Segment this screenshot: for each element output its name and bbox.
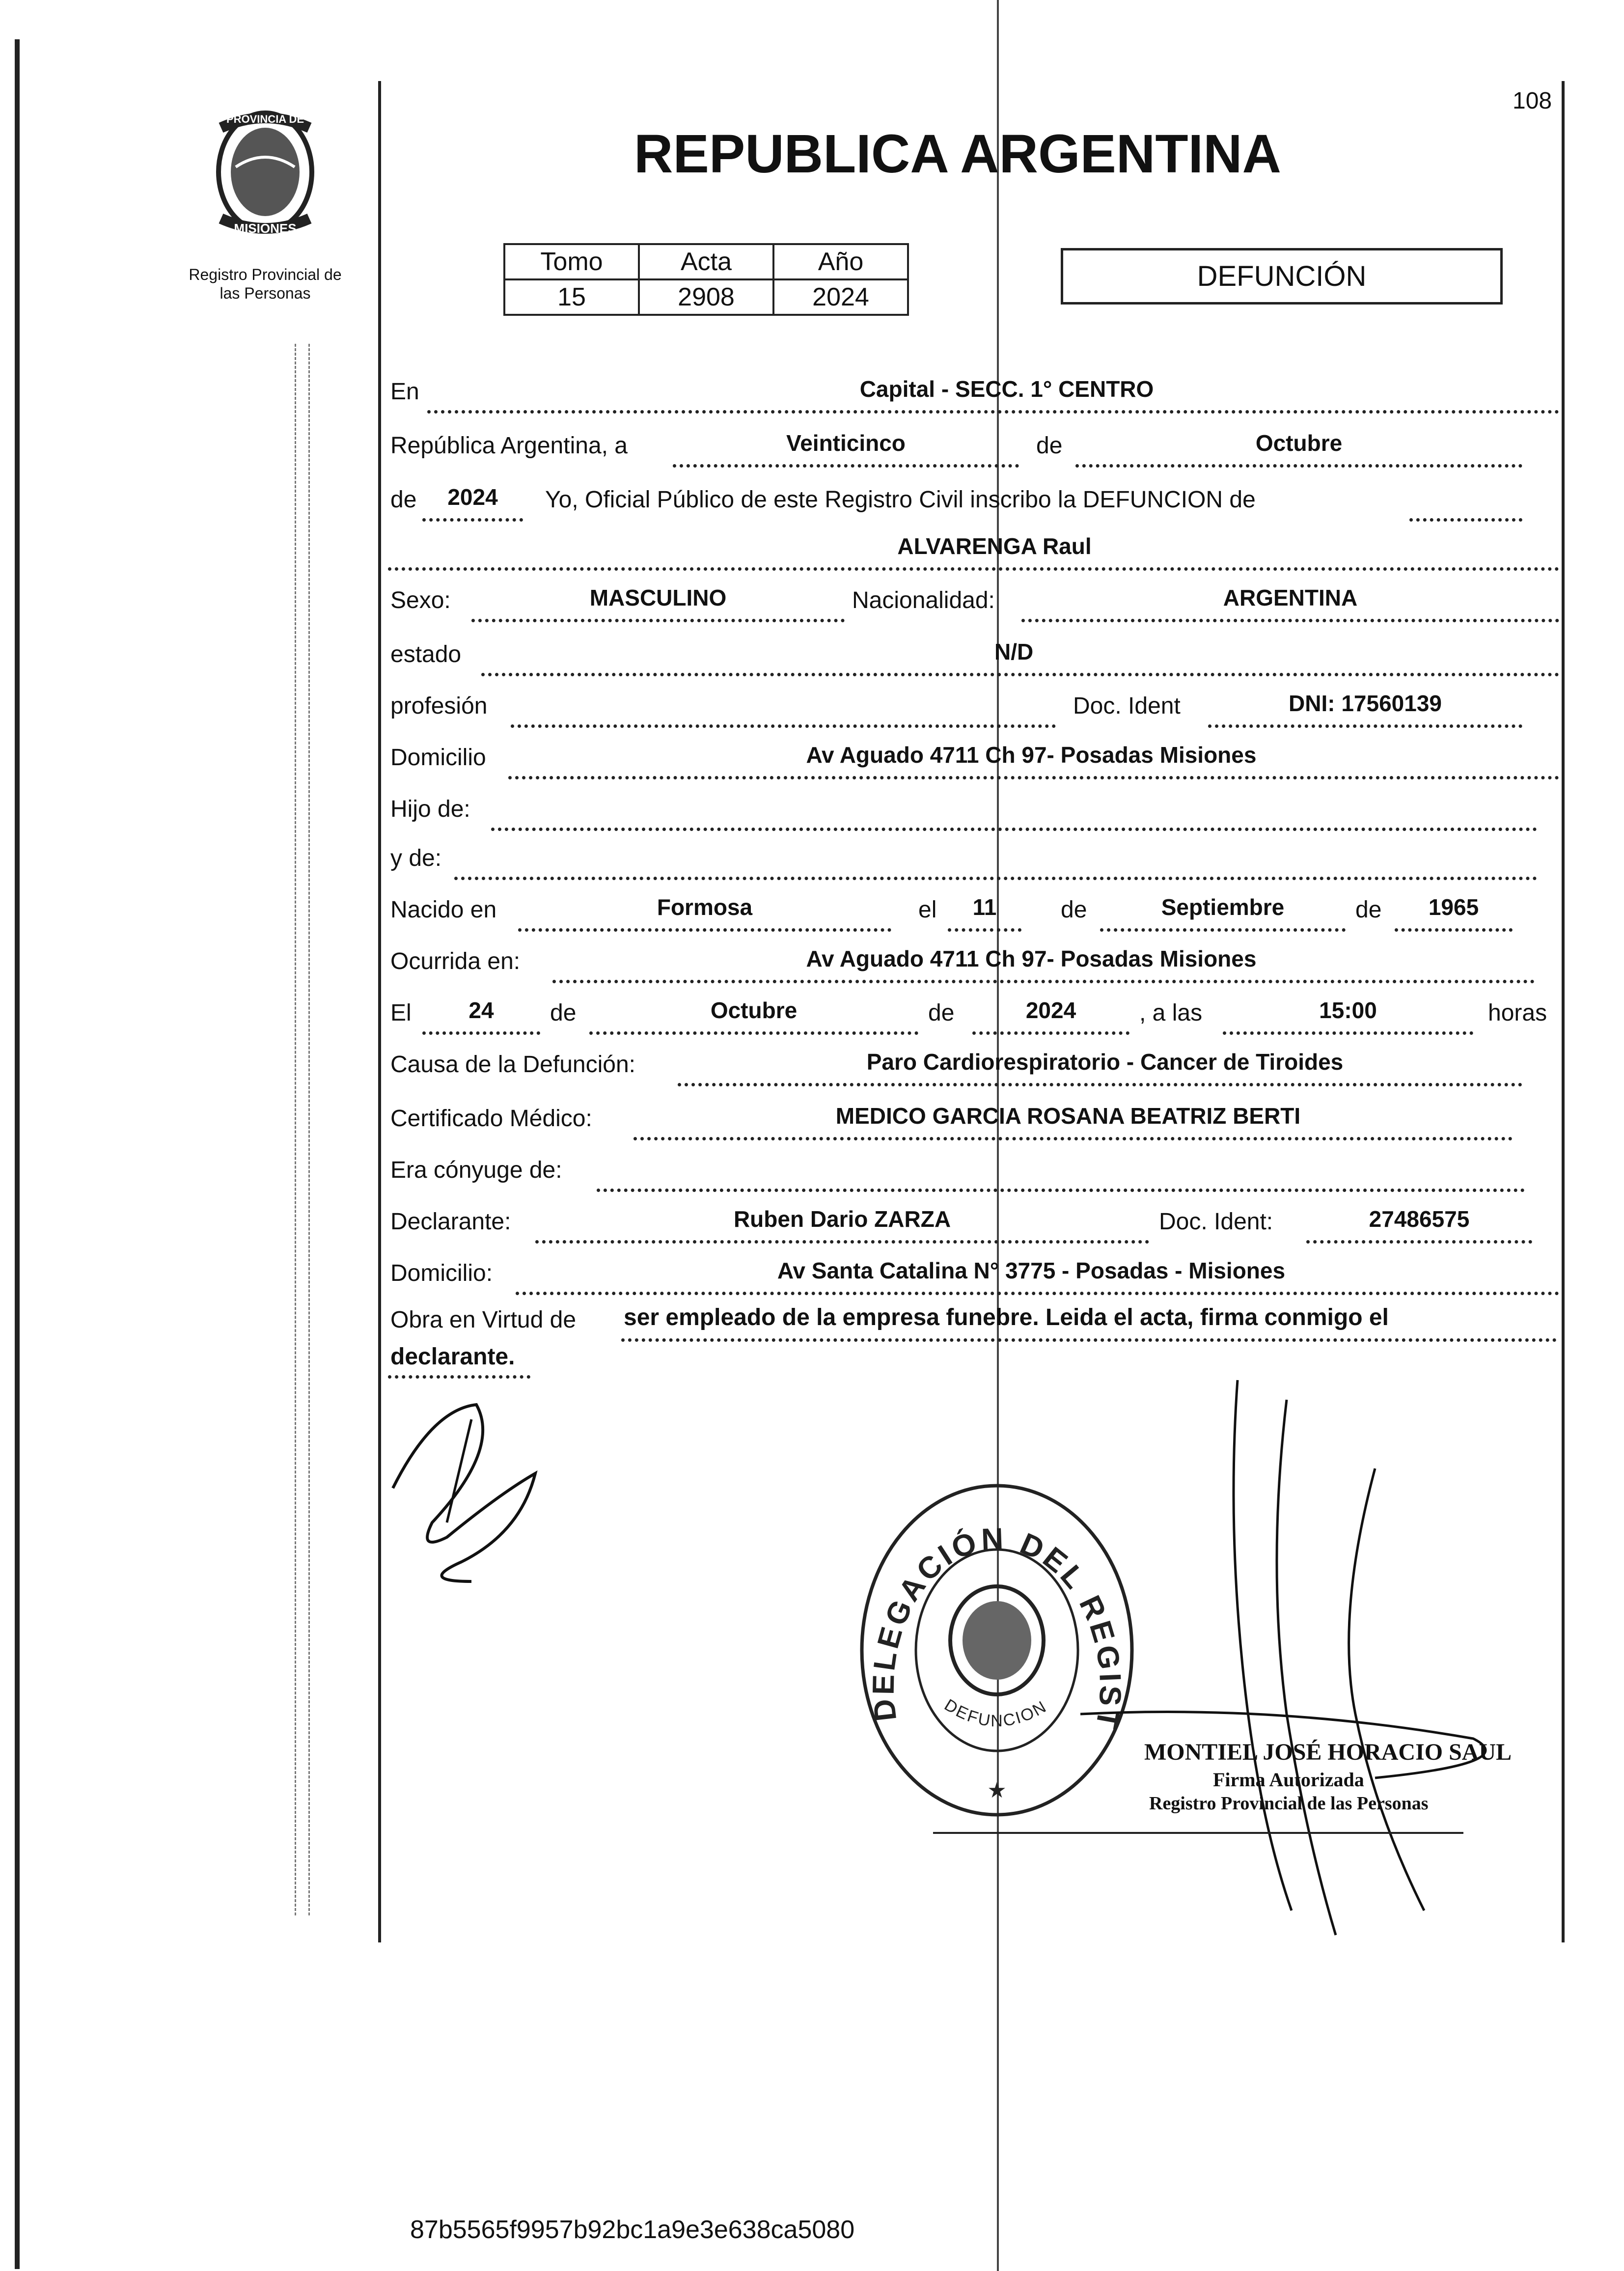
header-anio: Año bbox=[773, 244, 908, 279]
record-type-box bbox=[1061, 248, 1503, 305]
oficial-text: Yo, Oficial Público de este Registro Civil inscribo la DEFUNCION de bbox=[545, 487, 1256, 513]
nacido-dia: 11 bbox=[972, 894, 997, 920]
official-signature bbox=[1080, 1370, 1522, 1960]
page-title: REPUBLICA ARGENTINA bbox=[634, 124, 1281, 184]
value-tomo: 15 bbox=[504, 279, 639, 315]
conyuge-line bbox=[597, 1189, 1525, 1192]
stamp-ring-text: DELEGACIÓN DEL REGIST bbox=[866, 1522, 1128, 1735]
hijo-label: Hijo de: bbox=[390, 796, 470, 822]
nacido-anio: 1965 bbox=[1428, 894, 1479, 920]
nacido-anio-line bbox=[1395, 928, 1513, 932]
day-text: Veinticinco bbox=[786, 430, 906, 456]
ocurrida-value: Av Aguado 4711 Ch 97- Posadas Misiones bbox=[806, 946, 1257, 971]
doc-ident2-label: Doc. Ident: bbox=[1159, 1209, 1273, 1235]
el-label: el bbox=[918, 897, 937, 923]
de-label: de bbox=[1036, 433, 1063, 459]
anio-line bbox=[972, 1031, 1129, 1035]
scan-edge-line bbox=[308, 344, 310, 1915]
scan-edge-line bbox=[15, 39, 20, 2269]
ocurrida-label: Ocurrida en: bbox=[390, 948, 521, 974]
obra-line1 bbox=[621, 1338, 1557, 1342]
de4-label: de bbox=[550, 1000, 577, 1026]
doc-label: Doc. Ident bbox=[1073, 693, 1181, 719]
sexo-label: Sexo: bbox=[390, 587, 451, 613]
official-underline bbox=[933, 1832, 1463, 1834]
domicilio-line bbox=[508, 776, 1559, 779]
hora-value: 15:00 bbox=[1319, 997, 1377, 1023]
document-hash: 87b5565f9957b92bc1a9e3e638ca5080 bbox=[410, 2216, 855, 2244]
header-acta: Acta bbox=[639, 244, 773, 279]
conyuge-label: Era cónyuge de: bbox=[390, 1157, 562, 1183]
sexo-value: MASCULINO bbox=[589, 585, 727, 610]
year-prefix: de bbox=[390, 487, 417, 513]
month-line bbox=[1075, 464, 1522, 468]
stamp-inner-text: DEFUNCION bbox=[941, 1695, 1050, 1731]
doc-line bbox=[1208, 724, 1522, 728]
domicilio2-value: Av Santa Catalina N° 3775 - Posadas - Misiones bbox=[777, 1258, 1286, 1283]
page-number: 108 bbox=[1513, 88, 1552, 114]
nacionalidad-value: ARGENTINA bbox=[1223, 585, 1358, 610]
estado-label: estado bbox=[390, 641, 462, 667]
record-table bbox=[503, 243, 909, 316]
registry-logo bbox=[192, 98, 339, 246]
value-anio: 2024 bbox=[773, 279, 908, 315]
estado-value: N/D bbox=[994, 639, 1034, 665]
form-left-border bbox=[378, 81, 381, 1942]
hora-line bbox=[1223, 1031, 1473, 1035]
anio-value: 2024 bbox=[1025, 997, 1076, 1023]
domicilio2-line bbox=[516, 1292, 1559, 1295]
obra-text2: declarante. bbox=[390, 1344, 515, 1370]
doc-ident2-value: 27486575 bbox=[1369, 1206, 1470, 1232]
fold-line bbox=[997, 0, 999, 2271]
value-acta: 2908 bbox=[639, 279, 773, 315]
dia-line bbox=[422, 1031, 540, 1035]
de-label3: de bbox=[1355, 897, 1382, 923]
obra-text1: ser empleado de la empresa funebre. Leida el acta, firma conmigo el bbox=[624, 1304, 1389, 1330]
declarante-line bbox=[535, 1240, 1149, 1244]
declarante-value: Ruben Dario ZARZA bbox=[733, 1206, 951, 1232]
en-line bbox=[427, 410, 1559, 414]
declarant-signature bbox=[373, 1375, 579, 1621]
certificado-label: Certificado Médico: bbox=[390, 1106, 592, 1132]
doc-value: DNI: 17560139 bbox=[1289, 691, 1442, 716]
registry-caption-line1: Registro Provincial de bbox=[189, 266, 342, 283]
estado-line bbox=[481, 673, 1559, 676]
y-de-line bbox=[454, 877, 1537, 880]
a-las-label: , a las bbox=[1139, 1000, 1203, 1026]
official-institution: Registro Provincial de las Personas bbox=[1149, 1793, 1429, 1814]
official-role: Firma Autorizada bbox=[1213, 1769, 1364, 1791]
header-tomo: Tomo bbox=[504, 244, 639, 279]
nacionalidad-label: Nacionalidad: bbox=[852, 587, 995, 613]
year-value: 2024 bbox=[447, 484, 498, 510]
dia-value: 24 bbox=[468, 997, 494, 1023]
deceased-name: ALVARENGA Raul bbox=[897, 533, 1092, 559]
profesion-label: profesión bbox=[390, 693, 488, 719]
y-de-label: y de: bbox=[390, 845, 442, 871]
nacido-lugar: Formosa bbox=[657, 894, 753, 920]
hijo-line bbox=[491, 828, 1537, 831]
year-line bbox=[422, 518, 523, 522]
profesion-line bbox=[511, 724, 1056, 728]
oficial-line bbox=[1409, 518, 1522, 522]
certificado-value: MEDICO GARCIA ROSANA BEATRIZ BERTI bbox=[835, 1103, 1301, 1129]
en-label: En bbox=[390, 379, 419, 405]
seal-top-text: PROVINCIA DE bbox=[226, 113, 304, 125]
record-type: DEFUNCIÓN bbox=[1197, 260, 1367, 292]
official-name: MONTIEL JOSÉ HORACIO SAUL bbox=[1144, 1739, 1512, 1765]
nacido-lugar-line bbox=[518, 928, 891, 932]
seal-bottom-text: MISIONES bbox=[234, 221, 297, 236]
obra-label: Obra en Virtud de bbox=[390, 1307, 577, 1333]
form-right-border bbox=[1562, 81, 1565, 1942]
stamp-star: ★ bbox=[987, 1778, 1007, 1802]
horas-label: horas bbox=[1488, 1000, 1547, 1026]
registry-caption bbox=[162, 265, 368, 303]
nacionalidad-line bbox=[1021, 619, 1559, 622]
de-label2: de bbox=[1061, 897, 1087, 923]
nacido-dia-line bbox=[948, 928, 1021, 932]
scan-edge-line bbox=[295, 344, 296, 1915]
domicilio-label: Domicilio bbox=[390, 745, 486, 771]
nacido-mes-line bbox=[1100, 928, 1346, 932]
mes-value: Octubre bbox=[710, 997, 798, 1023]
declarante-label: Declarante: bbox=[390, 1209, 511, 1235]
name-line bbox=[388, 567, 1559, 571]
causa-line bbox=[678, 1083, 1522, 1086]
certificado-line bbox=[633, 1137, 1513, 1140]
ocurrida-line bbox=[552, 980, 1535, 983]
nacido-mes: Septiembre bbox=[1161, 894, 1285, 920]
nacido-label: Nacido en bbox=[390, 897, 497, 923]
month-text: Octubre bbox=[1255, 430, 1343, 456]
registry-caption-line2: las Personas bbox=[220, 284, 311, 302]
domicilio-value: Av Aguado 4711 Ch 97- Posadas Misiones bbox=[806, 742, 1257, 768]
causa-label: Causa de la Defunción: bbox=[390, 1052, 635, 1078]
el2-label: El bbox=[390, 1000, 412, 1026]
doc-ident2-line bbox=[1306, 1240, 1532, 1244]
de5-label: de bbox=[928, 1000, 955, 1026]
sexo-line bbox=[471, 619, 845, 622]
mes-line bbox=[589, 1031, 918, 1035]
causa-value: Paro Cardiorespiratorio - Cancer de Tiroides bbox=[866, 1049, 1344, 1075]
day-line bbox=[673, 464, 1019, 468]
domicilio2-label: Domicilio: bbox=[390, 1260, 493, 1286]
republica-label: República Argentina, a bbox=[390, 433, 628, 459]
en-value: Capital - SECC. 1° CENTRO bbox=[859, 376, 1154, 402]
